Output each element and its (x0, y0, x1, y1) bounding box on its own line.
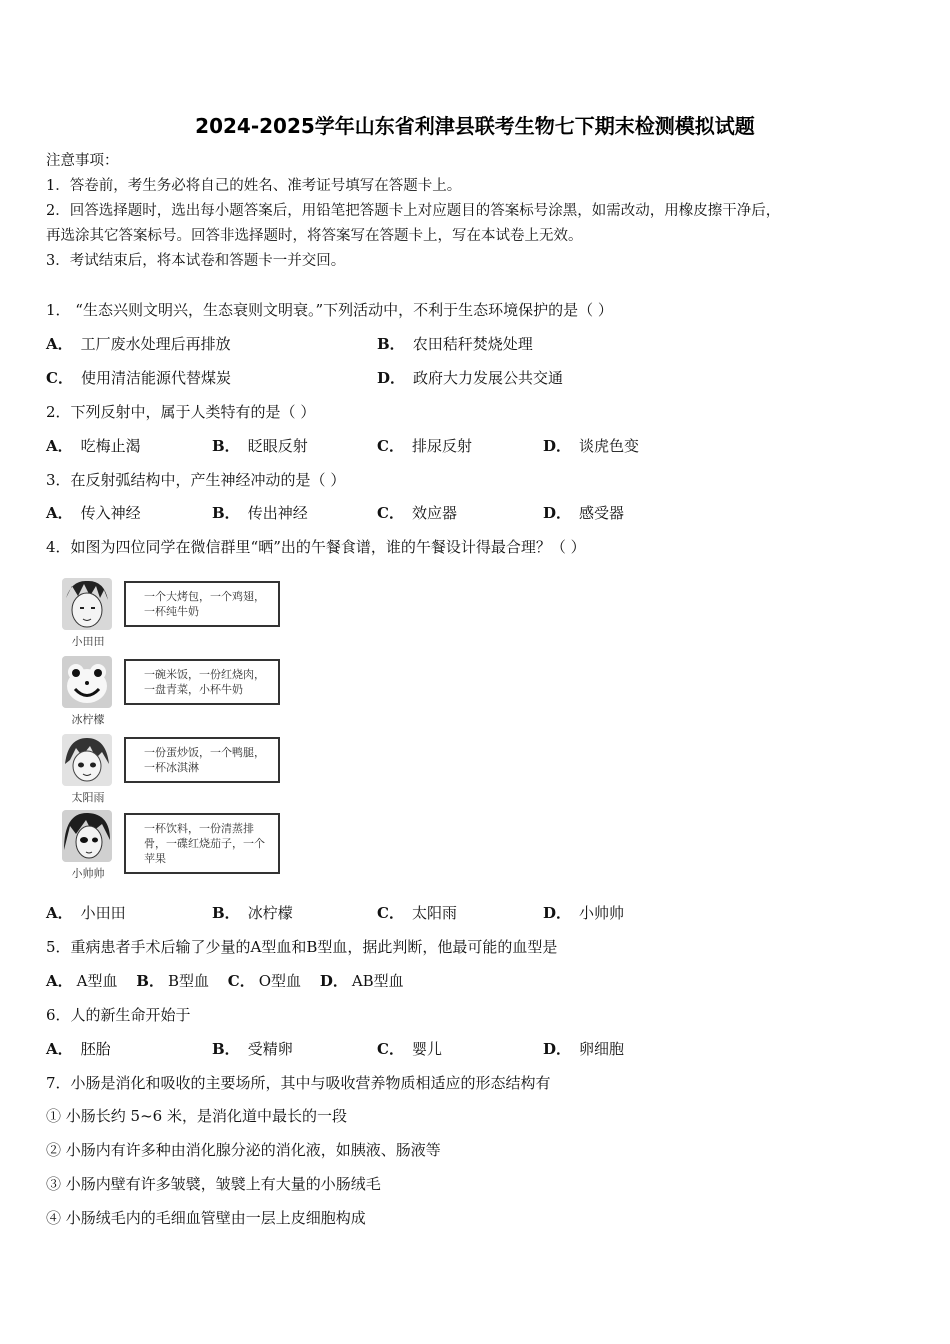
option-text: 农田秸秆焚烧处理 (412, 335, 533, 353)
q5-option-b[interactable] (136, 972, 223, 990)
page-title: 2024-2025学年山东省利津县联考生物七下期末检测模拟试题 (195, 114, 755, 138)
avatar-frog-icon (62, 656, 112, 708)
option-text: 使用清洁能源代替煤炭 (80, 369, 231, 387)
question-2-stem: 2．下列反射中，属于人类特有的是（ ） (46, 403, 316, 421)
q5-options (46, 971, 418, 991)
q2-option-b[interactable] (212, 436, 308, 456)
q7-statement-3: ③ 小肠内壁有许多皱襞，皱襞上有大量的小肠绒毛 (46, 1175, 381, 1193)
option-text: 小帅帅 (579, 904, 625, 922)
q7-statement-2: ② 小肠内有许多种由消化腺分泌的消化液，如胰液、肠液等 (46, 1141, 441, 1159)
meal-bubble: 一个大烤包，一个鸡翅，一杯纯牛奶 (124, 581, 280, 627)
option-text: 传出神经 (247, 504, 308, 522)
option-text: 感受器 (579, 504, 625, 522)
option-text: B型血 (167, 972, 209, 990)
option-text: 谈虎色变 (579, 437, 640, 455)
q5-option-d[interactable] (320, 972, 418, 990)
option-text: O型血 (258, 972, 302, 990)
option-letter: C． (377, 904, 404, 922)
question-7-stem: 7．小肠是消化和吸收的主要场所，其中与吸收营养物质相适应的形态结构有 (46, 1074, 551, 1092)
option-text: 工厂废水处理后再排放 (80, 335, 231, 353)
q4-option-b[interactable] (212, 903, 293, 923)
option-letter: A． (46, 437, 73, 455)
option-text: 传入神经 (80, 504, 141, 522)
question-1-stem: 1． “生态兴则文明兴，生态衰则文明衰。”下列活动中，不利于生态环境保护的是（ ） (46, 301, 613, 319)
notice-heading: 注意事项： (46, 153, 119, 169)
q3-option-b[interactable] (212, 503, 308, 523)
q3-option-c[interactable] (377, 503, 457, 523)
option-letter: C． (377, 437, 404, 455)
option-letter: D． (543, 504, 572, 522)
option-letter: C． (46, 369, 73, 387)
q2-option-c[interactable] (377, 436, 472, 456)
option-letter: A． (46, 504, 73, 522)
option-text: A型血 (76, 972, 118, 990)
option-letter: B． (212, 1040, 240, 1058)
option-text: 小田田 (80, 904, 126, 922)
option-text: 排尿反射 (411, 437, 472, 455)
student-card (58, 575, 288, 650)
option-text: 吃梅止渴 (80, 437, 141, 455)
q3-option-a[interactable] (46, 503, 141, 523)
option-text: 冰柠檬 (247, 904, 293, 922)
question-6-stem: 6．人的新生命开始于 (46, 1006, 191, 1024)
question-4-stem: 4．如图为四位同学在微信群里“晒”出的午餐食谱，谁的午餐设计得最合理？（ ） (46, 538, 586, 556)
option-letter: D． (543, 904, 572, 922)
notice-item-2: 2．回答选择题时，选出每小题答案后，用铅笔把答题卡上对应题目的答案标号涂黑，如需改动，用橡皮擦干净后， (46, 203, 781, 219)
student-name: 太阳雨 (71, 791, 105, 804)
option-letter: D． (543, 1040, 572, 1058)
q3-option-d[interactable] (543, 503, 624, 523)
student-name: 冰柠檬 (71, 713, 105, 726)
option-text: 眨眼反射 (247, 437, 308, 455)
option-letter: A． (46, 972, 73, 990)
meal-bubble: 一杯饮料，一份清蒸排骨，一碟红烧茄子，一个苹果 (124, 813, 280, 874)
meal-bubble: 一碗米饭，一份红烧肉，一盘青菜，小杯牛奶 (124, 659, 280, 705)
option-letter: C． (227, 972, 255, 990)
q6-option-c[interactable] (377, 1039, 442, 1059)
option-letter: A． (46, 1040, 73, 1058)
option-text: 效应器 (411, 504, 457, 522)
option-letter: D． (319, 972, 348, 990)
option-letter: B． (136, 972, 164, 990)
q4-option-a[interactable] (46, 903, 126, 923)
option-letter: B． (377, 335, 405, 353)
q6-option-a[interactable] (46, 1039, 111, 1059)
option-text: 胚胎 (80, 1040, 111, 1058)
avatar-boy-icon (62, 810, 112, 862)
option-letter: C． (377, 504, 404, 522)
q5-option-c[interactable] (228, 972, 315, 990)
question-3-stem: 3．在反射弧结构中，产生神经冲动的是（ ） (46, 471, 346, 489)
option-text: 受精卵 (247, 1040, 293, 1058)
q7-statement-4: ④ 小肠绒毛内的毛细血管壁由一层上皮细胞构成 (46, 1209, 366, 1227)
q6-option-d[interactable] (543, 1039, 624, 1059)
option-text: 政府大力发展公共交通 (413, 369, 564, 387)
q6-option-b[interactable] (212, 1039, 293, 1059)
notice-item-1: 1．答卷前，考生务必将自己的姓名、准考证号填写在答题卡上。 (46, 178, 462, 194)
student-name: 小田田 (71, 635, 105, 648)
avatar-boy-icon (62, 578, 112, 630)
option-letter: D． (377, 369, 406, 387)
option-letter: B． (212, 904, 240, 922)
q5-option-a[interactable] (46, 972, 131, 990)
q4-option-d[interactable] (543, 903, 624, 923)
option-letter: B． (212, 437, 240, 455)
q1-option-d[interactable] (377, 368, 563, 388)
student-card (58, 807, 288, 882)
notice-item-2-cont: 再选涂其它答案标号。回答非选择题时，将答案写在答题卡上，写在本试卷上无效。 (46, 228, 583, 244)
avatar-girl-icon (62, 734, 112, 786)
option-letter: D． (543, 437, 572, 455)
student-card (58, 731, 288, 806)
option-letter: C． (377, 1040, 404, 1058)
option-text: 太阳雨 (411, 904, 457, 922)
notice-item-3: 3．考试结束后，将本试卷和答题卡一并交回。 (46, 253, 346, 269)
q1-option-a[interactable] (46, 334, 231, 354)
option-letter: B． (212, 504, 240, 522)
question-5-stem: 5．重病患者手术后输了少量的A型血和B型血，据此判断，他最可能的血型是 (46, 938, 558, 956)
q2-option-d[interactable] (543, 436, 639, 456)
student-card (58, 653, 288, 728)
q7-statement-1: ① 小肠长约 5~6 米，是消化道中最长的一段 (46, 1107, 347, 1125)
option-text: 婴儿 (411, 1040, 442, 1058)
option-text: 卵细胞 (579, 1040, 625, 1058)
student-name: 小帅帅 (71, 867, 105, 880)
q2-option-a[interactable] (46, 436, 141, 456)
meal-bubble: 一份蛋炒饭，一个鸭腿，一杯冰淇淋 (124, 737, 280, 783)
q1-option-c[interactable] (46, 368, 231, 388)
option-letter: A． (46, 335, 73, 353)
option-text: AB型血 (351, 972, 404, 990)
q4-option-c[interactable] (377, 903, 457, 923)
q1-option-b[interactable] (377, 334, 533, 354)
option-letter: A． (46, 904, 73, 922)
lunch-menu-figure (58, 575, 288, 885)
